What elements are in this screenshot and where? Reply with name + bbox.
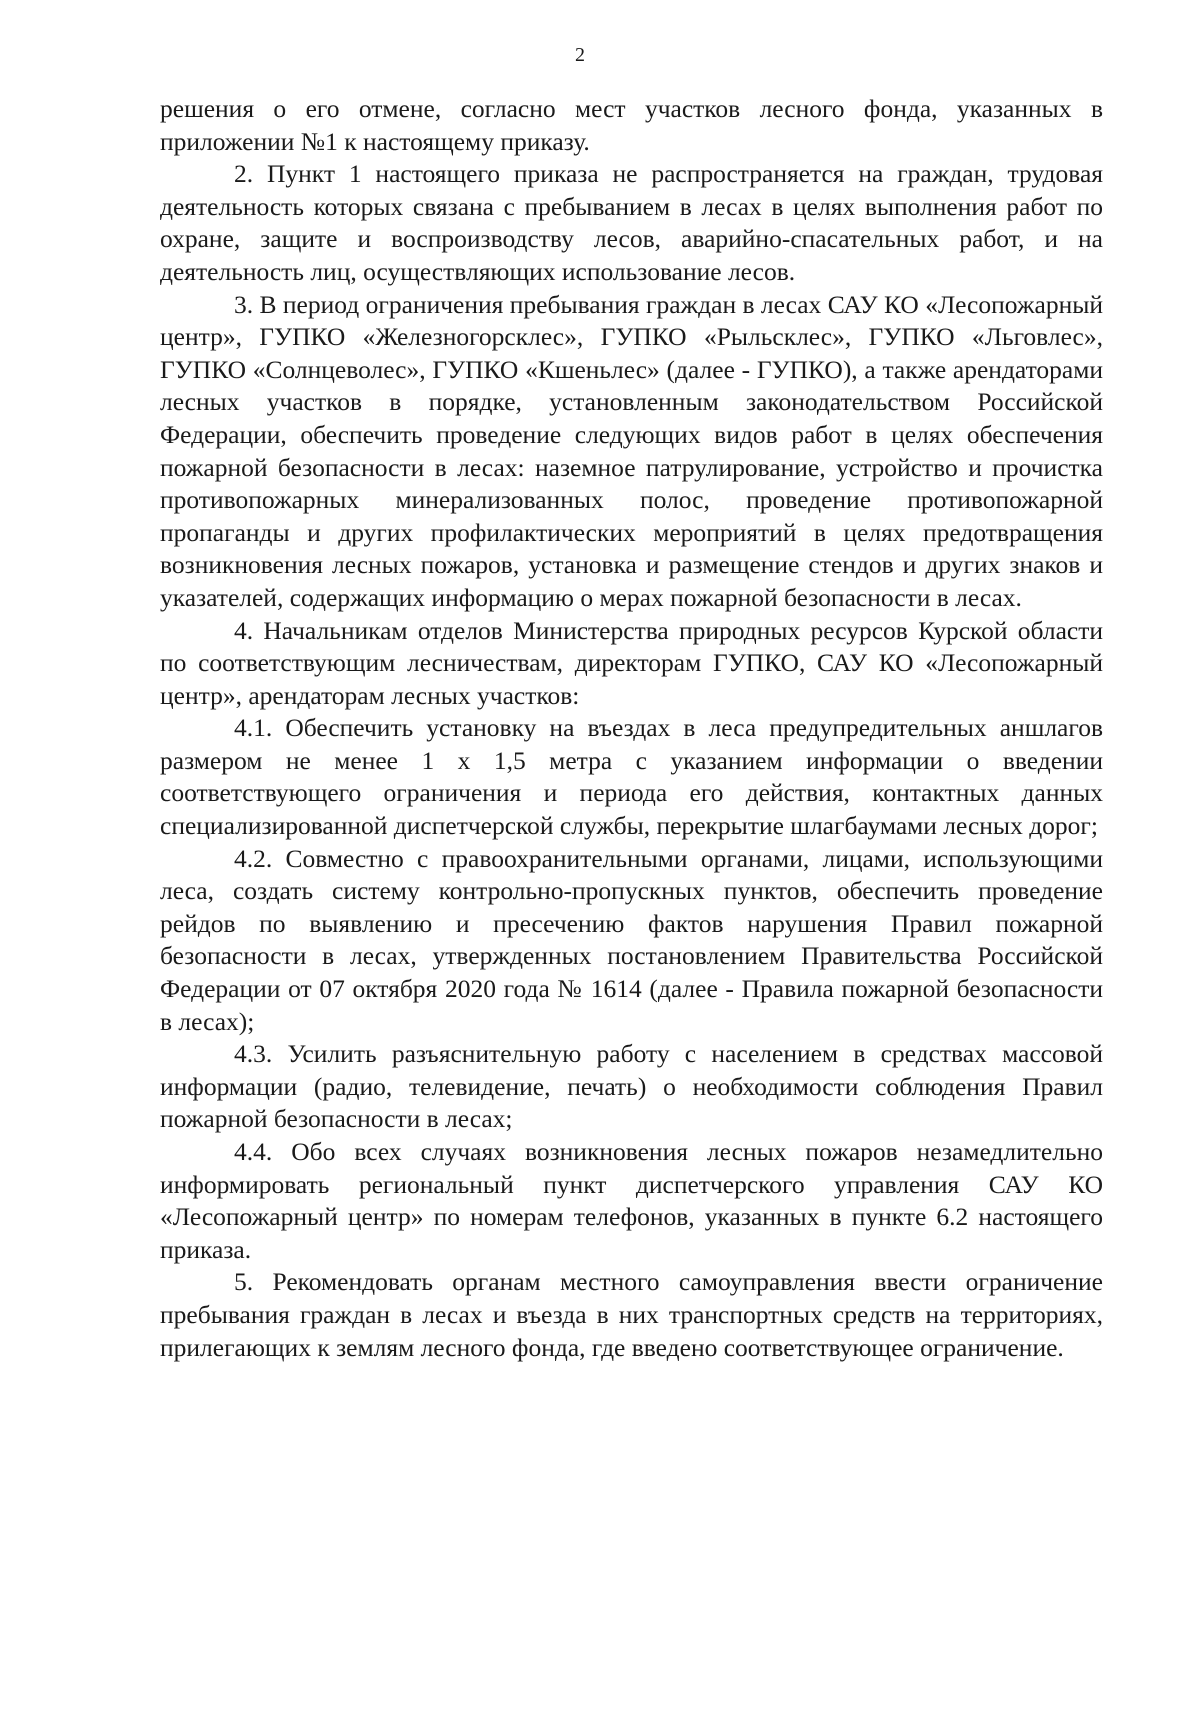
paragraph-continuation: решения о его отмене, согласно мест участков лесного фонда, указанных в приложении №1 к настоящему приказу.	[160, 94, 1103, 156]
paragraph-item-2: 2. Пункт 1 настоящего приказа не распространяется на граждан, трудовая деятельность которых связана с пребыванием в лесах в целях выполнения работ по охране, защите и воспроизводству лесов, аварийно-спасательных работ, и на деятельность лиц, осуществляющих использование лесов.	[160, 159, 1103, 286]
paragraph-item-4-4: 4.4. Обо всех случаях возникновения лесных пожаров незамедлительно информировать региональный пункт диспетчерского управления САУ КО «Лесопожарный центр» по номерам телефонов, указанных в пункте 6.2 настоящего приказа.	[160, 1137, 1103, 1264]
document-body	[160, 93, 1103, 1364]
paragraph-item-4-1: 4.1. Обеспечить установку на въездах в леса предупредительных аншлагов размером не менее 1 х 1,5 метра с указанием информации о введении соответствующего ограничения и периода его действия, контактных данных специализированной диспетчерской службы, перекрытие шлагбаумами лесных дорог;	[160, 713, 1103, 841]
paragraph-item-4-2: 4.2. Совместно с правоохранительными органами, лицами, использующими леса, создать систему контрольно-пропускных пунктов, обеспечить проведение рейдов по выявлению и пресечению фактов нарушения Правил пожарной безопасности в лесах, утвержденных постановлением Правительства Российской Федерации от 07 октября 2020 года № 1614 (далее - Правила пожарной безопасности в лесах);	[160, 843, 1103, 1036]
paragraph-item-3: 3. В период ограничения пребывания граждан в лесах САУ КО «Лесопожарный центр», ГУПКО «Железногорсклес», ГУПКО «Рыльсклес», ГУПКО «Льговлес», ГУПКО «Солнцеволес», ГУПКО «Кшеньлес» (далее - ГУПКО), а также арендаторами лесных участков в порядке, установленным законодательством Российской Федерации, обеспечить проведение следующих видов работ в целях обеспечения пожарной безопасности в лесах: наземное патрулирование, устройство и прочистка противопожарных минерализованных полос, проведение противопожарной пропаганды и других профилактических мероприятий в целях предотвращения возникновения лесных пожаров, установка и размещение стендов и других знаков и указателей, содержащих информацию о мерах пожарной безопасности в лесах.	[160, 289, 1103, 612]
paragraph-item-5: 5. Рекомендовать органам местного самоуправления ввести ограничение пребывания граждан в лесах и въезда в них транспортных средств на территориях, прилегающих к землям лесного фонда, где введено соответствующее ограничение.	[160, 1267, 1103, 1362]
paragraph-item-4-3: 4.3. Усилить разъяснительную работу с населением в средствах массовой информации (радио, телевидение, печать) о необходимости соблюдения Правил пожарной безопасности в лесах;	[160, 1039, 1103, 1134]
page-number: 2	[575, 44, 585, 66]
paragraph-item-4: 4. Начальникам отделов Министерства природных ресурсов Курской области по соответствующим лесничествам, директорам ГУПКО, САУ КО «Лесопожарный центр», арендаторам лесных участков:	[160, 615, 1103, 710]
